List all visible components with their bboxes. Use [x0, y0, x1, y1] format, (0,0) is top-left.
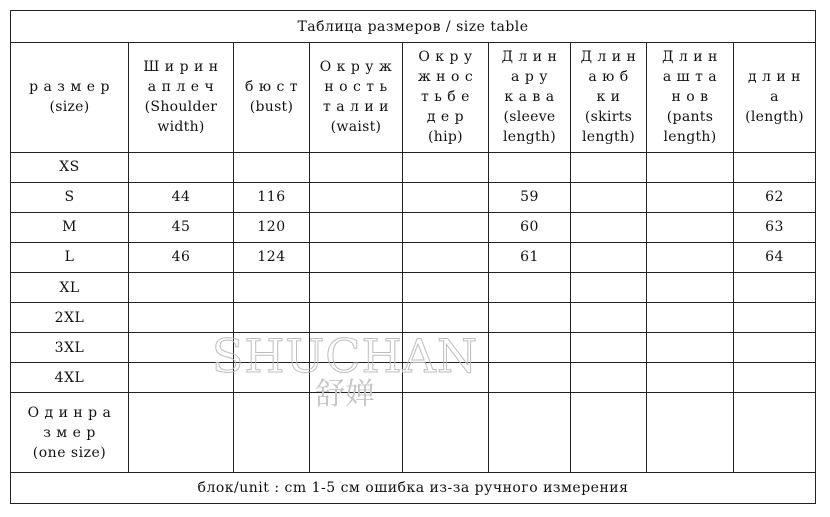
header-en-line: (Shoulder: [144, 99, 218, 116]
table-cell: [571, 363, 647, 393]
table-cell: [310, 363, 403, 393]
table-cell: [647, 212, 734, 242]
header-en-line: (size): [49, 99, 90, 116]
table-cell: [129, 273, 234, 303]
table-cell: [734, 303, 816, 333]
table-cell: [734, 333, 816, 363]
size-table: [10, 10, 816, 504]
table-cell: [734, 393, 816, 472]
table-cell: [234, 273, 310, 303]
table-cell: 63: [734, 212, 816, 242]
table-cell: 59: [489, 182, 571, 212]
header-en-line: length): [582, 129, 635, 146]
size-label: L: [11, 242, 129, 272]
table-cell: [647, 273, 734, 303]
size-label: [11, 393, 129, 472]
table-cell: [647, 303, 734, 333]
table-cell: [647, 182, 734, 212]
size-chart: [10, 10, 815, 504]
column-header-size: [11, 43, 129, 152]
column-header-waist: [310, 43, 403, 152]
table-cell: 44: [129, 182, 234, 212]
column-header-sleeve-length: [489, 43, 571, 152]
size-label: S: [11, 182, 129, 212]
header-ru-line: а п л е ч: [147, 79, 215, 96]
table-cell: [310, 182, 403, 212]
header-en-line: length): [663, 129, 717, 146]
table-cell: [129, 152, 234, 182]
table-cell: [489, 152, 571, 182]
column-header-length: [734, 43, 816, 152]
table-cell: 120: [234, 212, 310, 242]
header-row: [11, 43, 816, 152]
header-en-line: width): [157, 119, 205, 136]
column-header-pants-length: [647, 43, 734, 152]
table-cell: [571, 212, 647, 242]
table-cell: [129, 363, 234, 393]
header-ru-line: т ь б е: [421, 89, 470, 106]
table-cell: [403, 363, 489, 393]
table-cell: [647, 333, 734, 363]
size-label: M: [11, 212, 129, 242]
table-row: [11, 152, 816, 182]
table-cell: 124: [234, 242, 310, 272]
header-en-line: (length): [745, 109, 804, 126]
table-cell: [647, 393, 734, 472]
table-cell: [129, 393, 234, 472]
header-ru-line: ж н о с: [417, 69, 474, 86]
table-cell: [403, 333, 489, 363]
table-row: [11, 363, 816, 393]
size-label: XS: [11, 152, 129, 182]
table-cell: [310, 333, 403, 363]
table-title: Таблица размеров / size table: [11, 11, 816, 43]
table-cell: [310, 303, 403, 333]
size-label: 4XL: [11, 363, 129, 393]
header-en-line: (skirts: [584, 109, 633, 126]
table-cell: [310, 212, 403, 242]
table-cell: 60: [489, 212, 571, 242]
header-en-line: (pants: [666, 109, 714, 126]
table-cell: [234, 393, 310, 472]
watermark-cjk: 舒婵: [315, 377, 375, 412]
header-ru-line: Д л и н: [662, 49, 718, 66]
table-cell: [571, 393, 647, 472]
table-cell: 46: [129, 242, 234, 272]
header-ru-line: О к р у: [418, 49, 473, 66]
one-size-label-line: О д и н р а: [27, 404, 112, 421]
table-cell: [403, 242, 489, 272]
table-cell: [571, 182, 647, 212]
table-cell: [310, 273, 403, 303]
table-cell: [310, 393, 403, 472]
header-en-line: (hip): [428, 129, 463, 146]
table-cell: [647, 152, 734, 182]
table-cell: [403, 152, 489, 182]
table-cell: [403, 182, 489, 212]
header-ru-line: а ю б: [588, 69, 629, 86]
header-ru-line: д л и н: [747, 69, 802, 86]
table-row: [11, 333, 816, 363]
table-row: [11, 182, 816, 212]
watermark-latin: SHUCHAN: [211, 329, 479, 383]
table-row: [11, 212, 816, 242]
table-cell: [129, 333, 234, 363]
header-en-line: (waist): [330, 119, 382, 136]
table-row: [11, 242, 816, 272]
column-header-shoulder-width: [129, 43, 234, 152]
header-ru-line: Д л и н: [580, 49, 637, 66]
table-cell: [734, 152, 816, 182]
table-cell: 45: [129, 212, 234, 242]
one-size-label-line: з м е р: [43, 424, 96, 441]
measurement-note: блок/unit : cm 1-5 см ошибка из-за ручного измерения: [11, 472, 816, 503]
table-cell: [571, 303, 647, 333]
table-cell: 116: [234, 182, 310, 212]
table-cell: [403, 303, 489, 333]
table-cell: [571, 152, 647, 182]
header-ru-line: б ю с т: [244, 79, 299, 96]
table-cell: [647, 363, 734, 393]
table-cell: [129, 303, 234, 333]
table-cell: [403, 212, 489, 242]
column-header-skirts-length: [571, 43, 647, 152]
table-cell: [234, 152, 310, 182]
table-row: [11, 273, 816, 303]
header-ru-line: а: [770, 89, 779, 106]
column-header-hip: [403, 43, 489, 152]
header-ru-line: О к р у ж: [319, 59, 393, 76]
table-cell: [571, 242, 647, 272]
size-label: XL: [11, 273, 129, 303]
header-en-line: (sleeve: [503, 109, 556, 126]
table-cell: [403, 273, 489, 303]
header-ru-line: к и: [596, 89, 621, 106]
header-ru-line: а р у: [511, 69, 548, 86]
table-cell: [234, 303, 310, 333]
table-cell: [403, 393, 489, 472]
table-cell: [734, 273, 816, 303]
header-ru-line: а ш т а: [662, 69, 718, 86]
table-cell: 62: [734, 182, 816, 212]
header-ru-line: к а в а: [504, 89, 555, 106]
table-cell: [571, 273, 647, 303]
table-cell: [310, 152, 403, 182]
table-cell: [489, 333, 571, 363]
table-cell: [234, 333, 310, 363]
table-cell: 61: [489, 242, 571, 272]
header-ru-line: Д л и н: [501, 49, 558, 66]
header-ru-line: д е р: [426, 109, 465, 126]
header-ru-line: т а л и и: [323, 99, 389, 116]
table-cell: [234, 363, 310, 393]
header-en-line: (bust): [249, 99, 294, 116]
table-cell: [571, 333, 647, 363]
size-label: 3XL: [11, 333, 129, 363]
header-ru-line: н о в: [671, 89, 709, 106]
one-size-label-line: (one size): [32, 444, 107, 461]
table-cell: 64: [734, 242, 816, 272]
header-ru-line: Ш и р и н: [143, 59, 219, 76]
size-label: 2XL: [11, 303, 129, 333]
table-cell: [489, 363, 571, 393]
table-row: [11, 303, 816, 333]
table-cell: [647, 242, 734, 272]
table-cell: [310, 242, 403, 272]
table-cell: [489, 393, 571, 472]
header-ru-line: н о с т ь: [324, 79, 388, 96]
table-cell: [489, 303, 571, 333]
table-cell: [734, 363, 816, 393]
table-row-one-size: [11, 393, 816, 472]
header-en-line: length): [503, 129, 556, 146]
header-ru-line: р а з м е р: [29, 79, 110, 96]
table-cell: [489, 273, 571, 303]
column-header-bust: [234, 43, 310, 152]
